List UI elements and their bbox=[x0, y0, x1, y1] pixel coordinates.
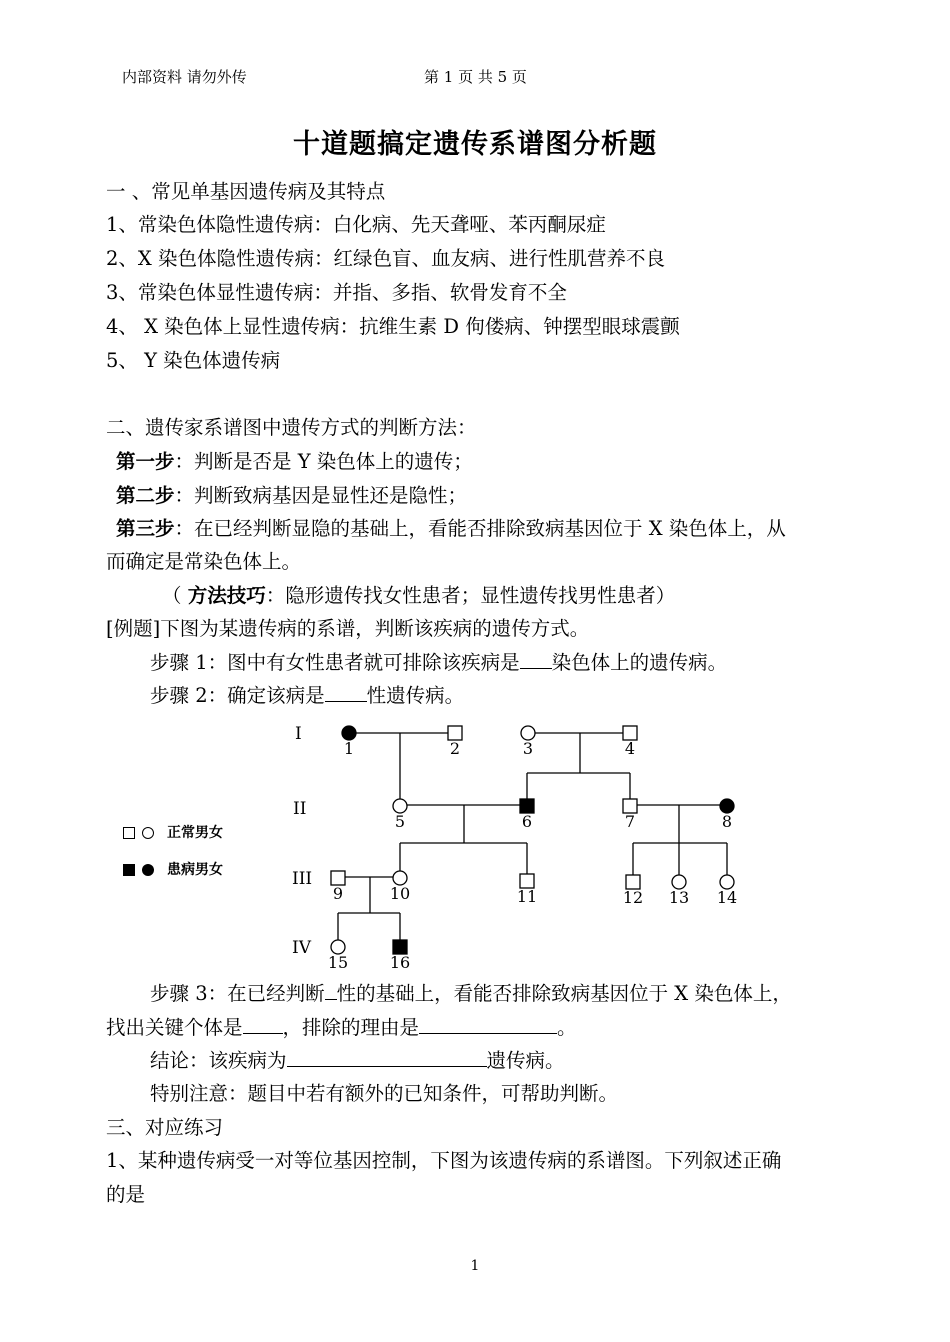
step3c-text-a: 找出关键个体是 bbox=[106, 1016, 243, 1039]
step3-question bbox=[150, 978, 792, 1006]
pedigree-label-10: 10 bbox=[389, 884, 411, 903]
example-prompt: [例题]下图为某遗传病的系谱，判断该疾病的遗传方式。 bbox=[106, 617, 590, 640]
generation-label-III: III bbox=[292, 869, 313, 889]
page-title: 十道题搞定遗传系谱图分析题 bbox=[293, 129, 657, 160]
blank-field[interactable] bbox=[419, 1015, 557, 1034]
blank-field[interactable] bbox=[243, 1015, 283, 1034]
legend-affected-label: 患病男女 bbox=[167, 862, 223, 878]
step1-text: ：判断是否是 Y 染色体上的遗传； bbox=[174, 450, 473, 473]
pedigree-normal-male-2 bbox=[448, 726, 462, 740]
blank-field[interactable] bbox=[287, 1048, 487, 1067]
legend-normal-label: 正常男女 bbox=[167, 825, 223, 841]
pedigree-normal-female-5 bbox=[393, 799, 407, 813]
conclusion-line bbox=[150, 1045, 565, 1073]
pedigree-affected-male-6 bbox=[520, 799, 534, 813]
pedigree-label-2: 2 bbox=[449, 739, 461, 758]
generation-label-IV: IV bbox=[292, 938, 311, 958]
pedigree-normal-male-11 bbox=[520, 874, 534, 888]
pedigree-affected-female-1 bbox=[342, 726, 356, 740]
question1-line1: 1、某种遗传病受一对等位基因控制，下图为该遗传病的系谱图。下列叙述正确 bbox=[106, 1149, 782, 1172]
step3-question-text-b: 性的基础上，看能否排除致病基因位于 X 染色体上， bbox=[336, 982, 792, 1005]
pedigree-normal-female-3 bbox=[521, 726, 535, 740]
section1-item-1: 1、常染色体隐性遗传病：白化病、先天聋哑、苯丙酮尿症 bbox=[106, 213, 606, 236]
section1-item-5: 5、 Y 染色体遗传病 bbox=[106, 349, 281, 372]
pedigree-normal-male-4 bbox=[623, 726, 637, 740]
pedigree-normal-female-14 bbox=[720, 875, 734, 889]
pedigree-label-15: 15 bbox=[327, 953, 349, 972]
step3-question-cont bbox=[106, 1012, 577, 1040]
header-confidential: 内部资料 请勿外传 bbox=[122, 68, 247, 86]
pedigree-label-12: 12 bbox=[622, 888, 644, 907]
pedigree-label-16: 16 bbox=[389, 953, 411, 972]
tip-label: 方法技巧 bbox=[187, 584, 266, 607]
section2-heading: 二、遗传家系谱图中遗传方式的判断方法： bbox=[106, 416, 477, 439]
pedigree-normal-male-7 bbox=[623, 799, 637, 813]
generation-label-II: II bbox=[293, 799, 307, 819]
tip-open: （ bbox=[162, 584, 188, 607]
generation-label-I: I bbox=[295, 724, 302, 744]
pedigree-label-1: 1 bbox=[343, 739, 355, 758]
pedigree-normal-male-9 bbox=[331, 871, 345, 885]
pedigree-label-13: 13 bbox=[668, 888, 690, 907]
step1-question-text-a: 步骤 1：图中有女性患者就可排除该疾病是 bbox=[150, 651, 520, 674]
special-note: 特别注意：题目中若有额外的已知条件，可帮助判断。 bbox=[150, 1082, 619, 1105]
blank-field[interactable] bbox=[325, 981, 337, 1000]
pedigree-label-5: 5 bbox=[394, 812, 406, 831]
step2-question-text-b: 性遗传病。 bbox=[366, 684, 465, 707]
step2-question-text-a: 步骤 2：确定该病是 bbox=[150, 684, 325, 707]
pedigree-label-9: 9 bbox=[332, 884, 344, 903]
step3-label: 第三步 bbox=[116, 517, 175, 540]
pedigree-label-4: 4 bbox=[624, 739, 636, 758]
step3c-text-b: ，排除的理由是 bbox=[282, 1016, 420, 1039]
header-page-info: 第 1 页 共 5 页 bbox=[424, 68, 527, 86]
step1-label: 第一步 bbox=[116, 450, 175, 473]
step2-label: 第二步 bbox=[116, 484, 175, 507]
tip-text: ：隐形遗传找女性患者；显性遗传找男性患者） bbox=[265, 584, 676, 607]
step1-question-text-b: 染色体上的遗传病。 bbox=[551, 651, 728, 674]
pedigree-label-11: 11 bbox=[516, 887, 538, 906]
step2-text: ：判断致病基因是显性还是隐性； bbox=[174, 484, 468, 507]
step3c-text-c: 。 bbox=[557, 1016, 577, 1039]
section1-heading: 一 、常见单基因遗传病及其特点 bbox=[106, 180, 386, 203]
pedigree-normal-female-15 bbox=[331, 940, 345, 954]
pedigree-label-7: 7 bbox=[624, 812, 636, 831]
pedigree-label-6: 6 bbox=[521, 812, 533, 831]
pedigree-normal-female-13 bbox=[672, 875, 686, 889]
pedigree-label-3: 3 bbox=[522, 739, 534, 758]
step3-continuation: 而确定是常染色体上。 bbox=[106, 550, 302, 573]
conclusion-text-b: 遗传病。 bbox=[486, 1049, 565, 1072]
section1-item-4: 4、 X 染色体上显性遗传病：抗维生素 D 佝偻病、钟摆型眼球震颤 bbox=[106, 315, 680, 338]
section1-item-3: 3、常染色体显性遗传病：并指、多指、软骨发育不全 bbox=[106, 281, 567, 304]
step3-question-text-a: 步骤 3：在已经判断 bbox=[150, 982, 325, 1005]
question1-line2: 的是 bbox=[106, 1183, 146, 1206]
conclusion-text-a: 结论：该疾病为 bbox=[150, 1049, 287, 1072]
step3-text: ：在已经判断显隐的基础上，看能否排除致病基因位于 X 染色体上，从 bbox=[174, 517, 786, 540]
section3-heading: 三、对应练习 bbox=[106, 1116, 224, 1139]
pedigree-affected-female-8 bbox=[720, 799, 734, 813]
pedigree-normal-female-10 bbox=[393, 871, 407, 885]
pedigree-label-8: 8 bbox=[721, 812, 733, 831]
footer-page-number: 1 bbox=[470, 1258, 480, 1274]
pedigree-label-14: 14 bbox=[716, 888, 738, 907]
pedigree-affected-male-16 bbox=[393, 940, 407, 954]
section1-item-2: 2、X 染色体隐性遗传病：红绿色盲、血友病、进行性肌营养不良 bbox=[106, 247, 665, 270]
pedigree-normal-male-12 bbox=[626, 875, 640, 889]
